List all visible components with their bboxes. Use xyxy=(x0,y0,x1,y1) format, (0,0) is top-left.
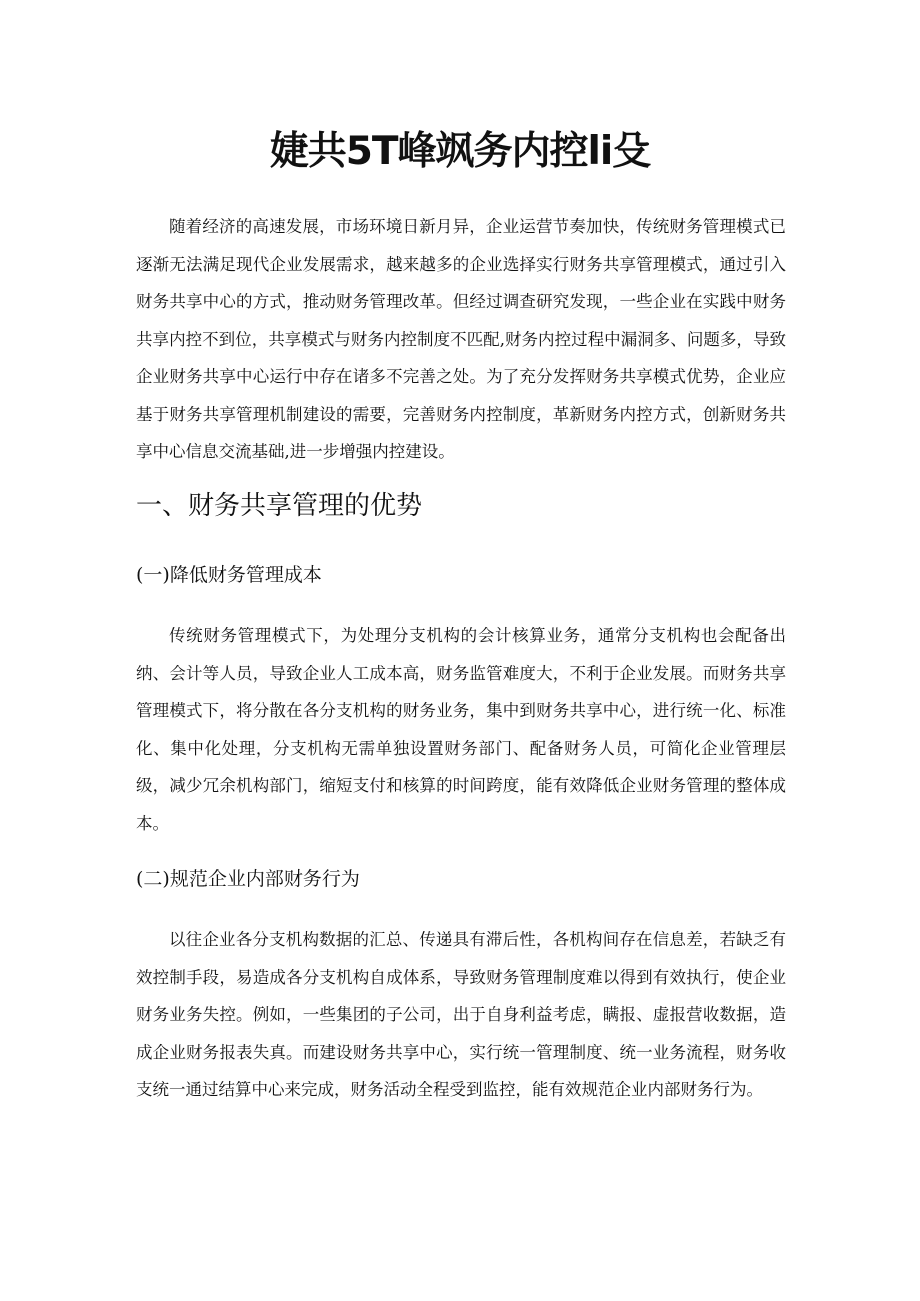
subsection-heading-2: (二)规范企业内部财务行为 xyxy=(136,868,360,890)
section-heading: 一、财务共享管理的优势 xyxy=(136,491,423,521)
subsection-body-1: 传统财务管理模式下，为处理分支机构的会计核算业务，通常分支机构也会配备出纳、会计等人员，导致企业人工成本高，财务监管难度大，不利于企业发展。而财务共享管理模式下，将分散在各分支机构的财务业务，集中到财务共享中心，进行统一化、标准化、集中化处理，分支机构无需单独设置财务部门、配备财务人员，可简化企业管理层级，减少冗余机构部门，缩短支付和核算的时间跨度，能有效降低企业财务管理的整体成本。 xyxy=(136,626,786,833)
subsection-heading-1: (一)降低财务管理成本 xyxy=(136,564,322,586)
subsection-body-2: 以往企业各分支机构数据的汇总、传递具有滞后性，各机构间存在信息差，若缺乏有效控制手段，易造成各分支机构自成体系，导致财务管理制度难以得到有效执行，使企业财务业务失控。例如，一些集团的子公司，出于自身利益考虑，瞒报、虚报营收数据，造成企业财务报表失真。而建设财务共享中心，实行统一管理制度、统一业务流程，财务收支统一通过结算中心来完成，财务活动全程受到监控，能有效规范企业内部财务行为。 xyxy=(136,930,786,1099)
intro-paragraph: 随着经济的高速发展，市场环境日新月异，企业运营节奏加快，传统财务管理模式已逐渐无法满足现代企业发展需求，越来越多的企业选择实行财务共享管理模式，通过引入财务共享中心的方式，推动财务管理改革。但经过调查研究发现，一些企业在实践中财务共享内控不到位，共享模式与财务内控制度不匹配,财务内控过程中漏洞多、问题多，导致企业财务共享中心运行中存在诸多不完善之处。为了充分发挥财务共享模式优势，企业应基于财务共享管理机制建设的需要，完善财务内控制度，革新财务内控方式，创新财务共享中心信息交流基础,进一步增强内控建设。 xyxy=(136,217,786,461)
document-title: 婕共5T峰飒务内控li殳 xyxy=(269,129,651,174)
